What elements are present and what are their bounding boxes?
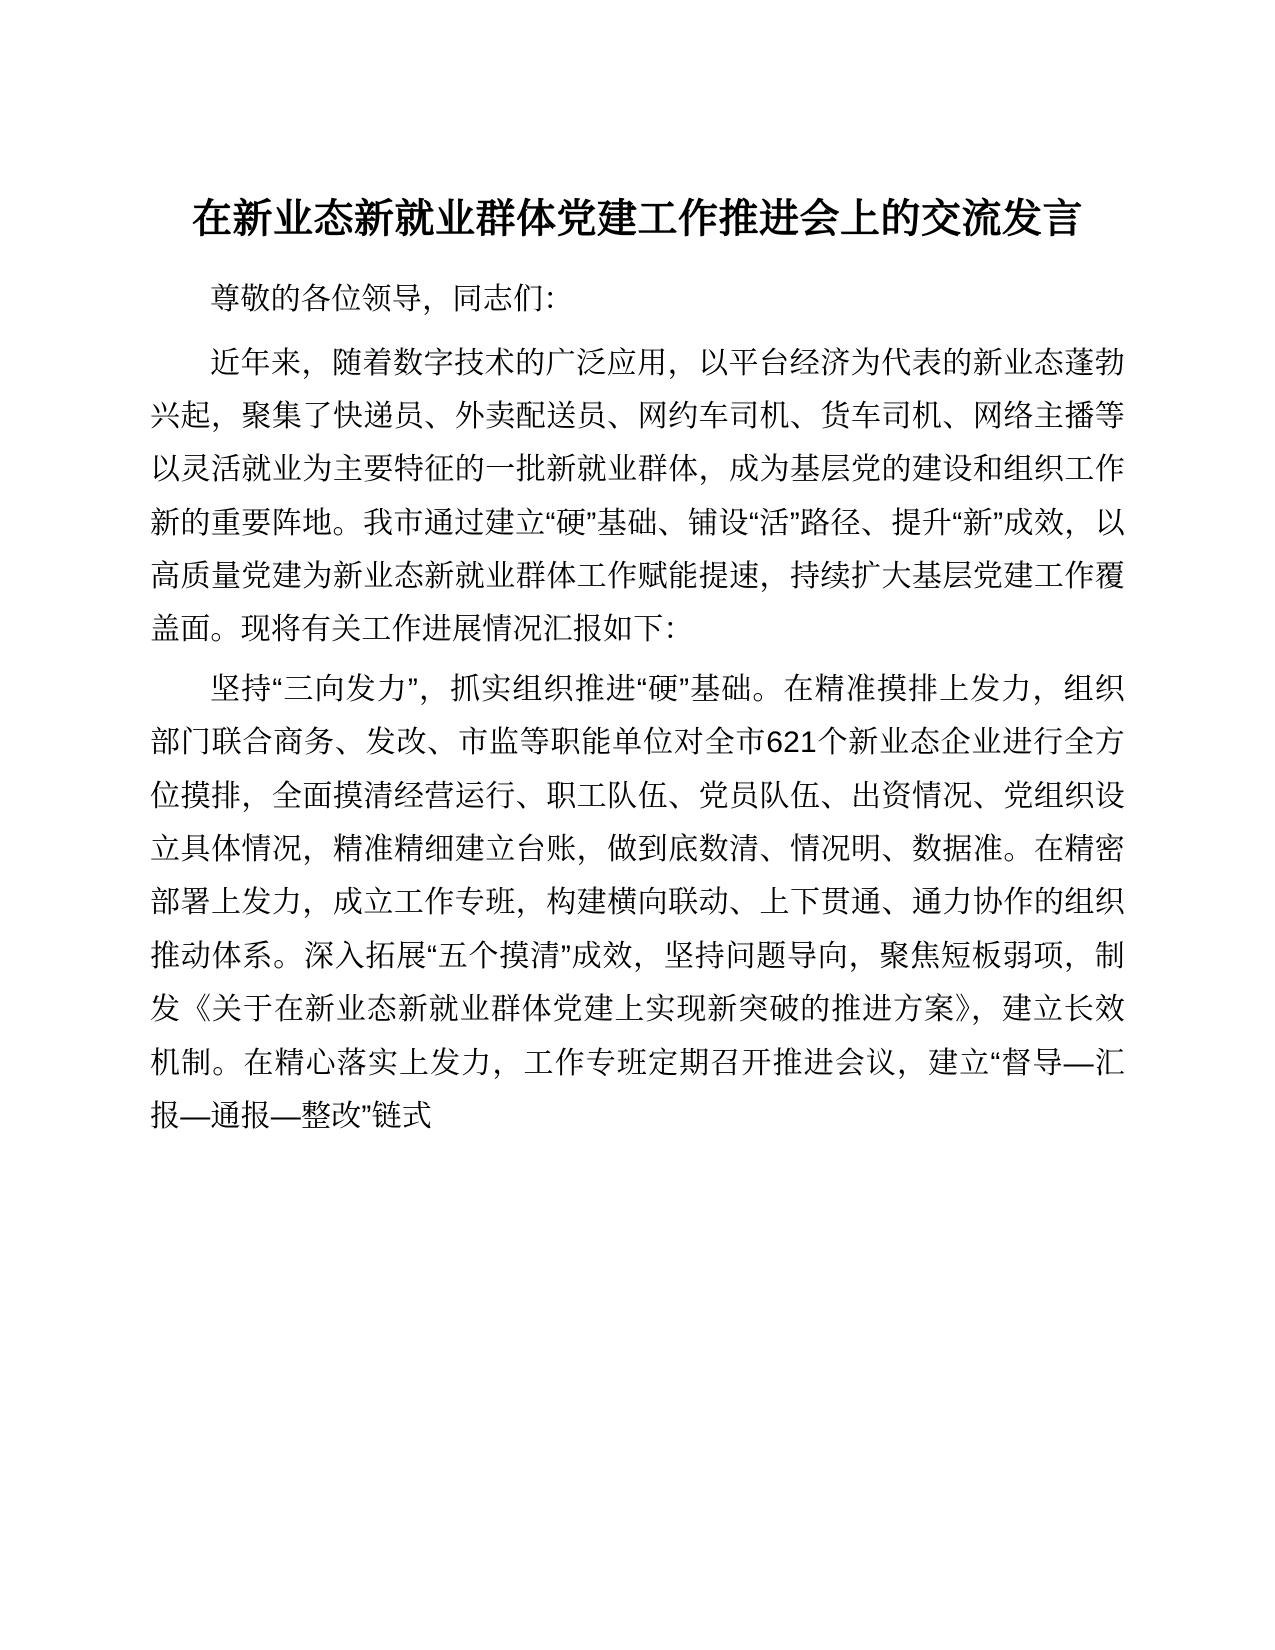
page-title: 在新业态新就业群体党建工作推进会上的交流发言 (192, 197, 1083, 241)
body-paragraph: 近年来，随着数字技术的广泛应用，以平台经济为代表的新业态蓬勃兴起，聚集了快递员、外卖配送员、网约车司机、货车司机、网络主播等以灵活就业为主要特征的一批新就业群体，成为基层党的建设和组织工作新的重要阵地。我市通过建立“硬”基础、铺设“活”路径、提升“新”成效，以高质量党建为新业态新就业群体工作赋能提速，持续扩大基层党建工作覆盖面。现将有关工作进展情况汇报如下： (150, 346, 1125, 647)
salutation-line: 尊敬的各位领导，同志们： (210, 283, 574, 316)
body-paragraph: 坚持“三向发力”，抓实组织推进“硬”基础。在精准摸排上发力，组织部门联合商务、发改、市监等职能单位对全市621个新业态企业进行全方位摸排，全面摸清经营运行、职工队伍、党员队伍、出资情况、党组织设立具体情况，精准精细建立台账，做到底数清、情况明、数据准。在精密部署上发力，成立工作专班，构建横向联动、上下贯通、通力协作的组织推动体系。深入拓展“五个摸清”成效，坚持问题导向，聚焦短板弱项，制发《关于在新业态新就业群体党建上实现新突破的推进方案》，建立长效机制。在精心落实上发力，工作专班定期召开推进会议，建立“督导—汇报—通报—整改”链式 (150, 672, 1125, 1133)
